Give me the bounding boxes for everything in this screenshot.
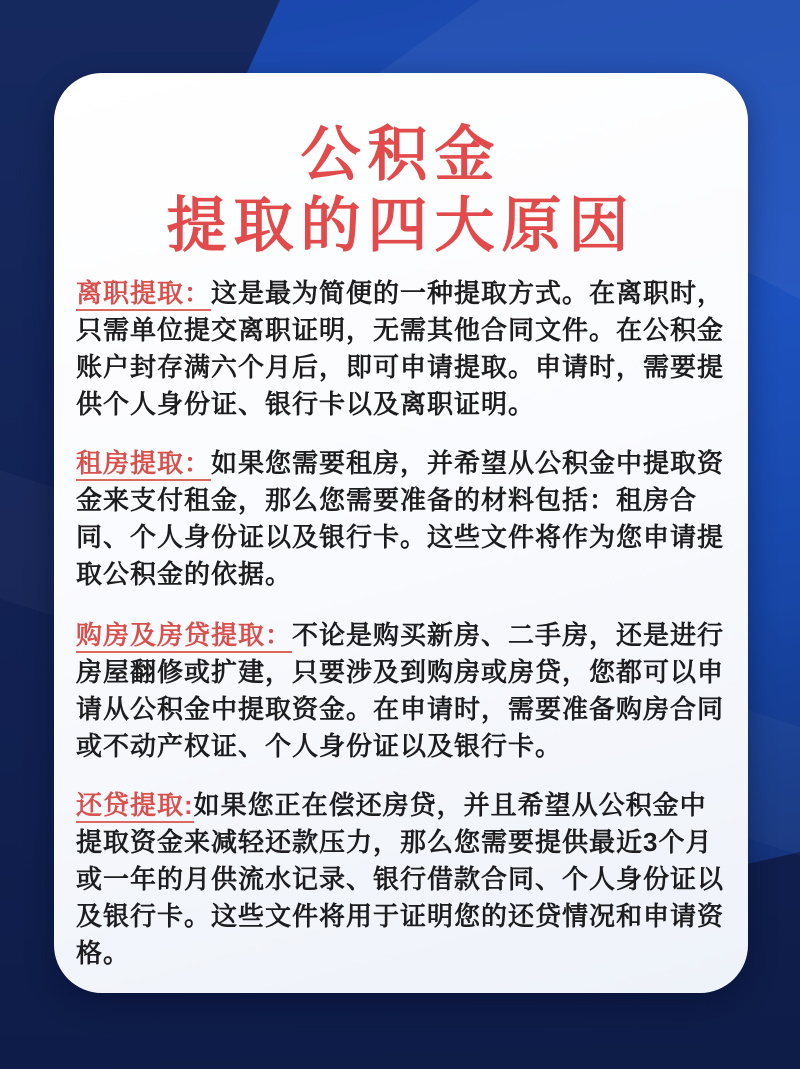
section-body-homepurchase: 不论是购买新房、二手房，还是进行房屋翻修或扩建，只要涉及到购房或房贷，您都可以申请从公积金中提取资金。在申请时，需要准备购房合同或不动产权证、个人身份证以及银行卡。	[76, 620, 725, 761]
section-resignation-withdrawal	[76, 275, 726, 423]
section-body-rent: 如果您需要租房，并希望从公积金中提取资金来支付租金，那么您需要准备的材料包括：租房合同、个人身份证以及银行卡。这些文件将作为您申请提取公积金的依据。	[76, 448, 725, 589]
section-rent-withdrawal	[76, 445, 726, 593]
poster-title	[76, 119, 726, 261]
section-heading-rent: 租房提取：	[76, 448, 211, 481]
section-heading-homepurchase: 购房及房贷提取：	[76, 620, 292, 653]
poster-title-line2: 提取的四大原因	[166, 192, 636, 259]
section-homepurchase-withdrawal	[76, 617, 726, 765]
section-loanrepayment-withdrawal	[76, 787, 726, 972]
section-heading-loanrepayment: 还贷提取:	[76, 790, 194, 823]
poster-title-line1: 公积金	[300, 121, 502, 188]
section-body-resignation: 这是最为简便的一种提取方式。在离职时，只需单位提交离职证明，无需其他合同文件。在公积金账户封存满六个月后，即可申请提取。申请时，需要提供个人身份证、银行卡以及离职证明。	[76, 278, 725, 419]
poster-card	[54, 73, 748, 993]
section-body-loanrepayment: 如果您正在偿还房贷，并且希望从公积金中提取资金来减轻还款压力，那么您需要提供最近3个月或一年的月供流水记录、银行借款合同、个人身份证以及银行卡。这些文件将用于证明您的还贷情况和申请资格。	[76, 790, 725, 968]
section-heading-resignation: 离职提取：	[76, 278, 211, 311]
